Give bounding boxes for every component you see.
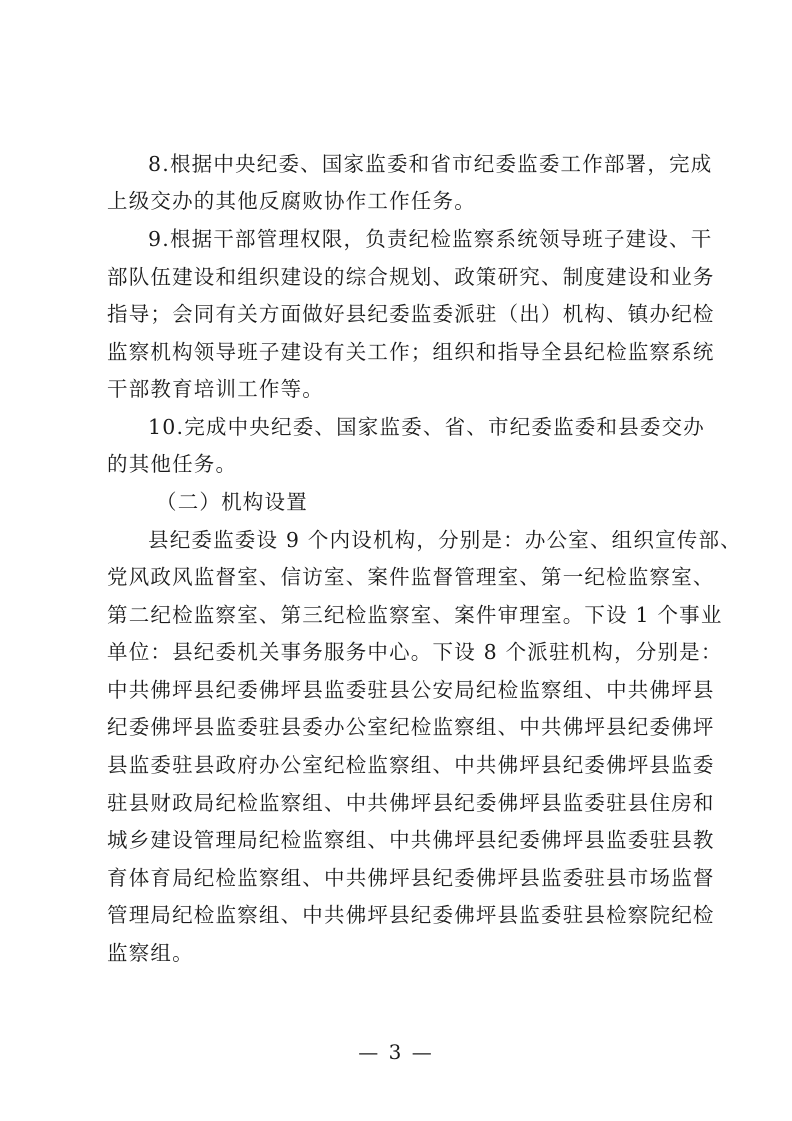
paragraph-9-line-3: 指导；会同有关方面做好县纪委监委派驻（出）机构、镇办纪检 (107, 302, 715, 326)
paragraph-9-line-2: 部队伍建设和组织建设的综合规划、政策研究、制度建设和业务 (107, 265, 715, 289)
paragraph-9-line-1: 9.根据干部管理权限，负责纪检监察系统领导班子建设、干 (148, 227, 713, 251)
org-line-8: 驻县财政局纪检监察组、中共佛坪县纪委佛坪县监委驻县住房和 (107, 791, 715, 815)
org-line-3: 第二纪检监察室、第三纪检监察室、案件审理室。下设 1 个事业 (107, 603, 723, 627)
org-line-4: 单位：县纪委机关事务服务中心。下设 8 个派驻机构，分别是： (107, 640, 723, 664)
paragraph-10-line-2: 的其他任务。 (107, 452, 238, 476)
org-line-10: 育体育局纪检监察组、中共佛坪县纪委佛坪县监委驻县市场监督 (107, 866, 715, 890)
org-line-6: 纪委佛坪县监委驻县委办公室纪检监察组、中共佛坪县纪委佛坪 (107, 715, 715, 739)
org-line-9: 城乡建设管理局纪检监察组、中共佛坪县纪委佛坪县监委驻县教 (107, 828, 715, 852)
org-line-12: 监察组。 (107, 941, 194, 965)
section-heading: （二）机构设置 (156, 490, 308, 514)
org-line-1: 县纪委监委设 9 个内设机构，分别是：办公室、组织宣传部、 (148, 528, 742, 552)
org-line-2: 党风政风监督室、信访室、案件监督管理室、第一纪检监察室、 (107, 565, 715, 589)
org-line-11: 管理局纪检监察组、中共佛坪县纪委佛坪县监委驻县检察院纪检 (107, 903, 715, 927)
page-number: — 3 — (358, 1040, 434, 1064)
paragraph-10-line-1: 10.完成中央纪委、国家监委、省、市纪委监委和县委交办 (148, 415, 706, 439)
paragraph-9-line-5: 干部教育培训工作等。 (107, 377, 324, 401)
org-line-5: 中共佛坪县纪委佛坪县监委驻县公安局纪检监察组、中共佛坪县 (107, 678, 715, 702)
paragraph-9-line-4: 监察机构领导班子建设有关工作；组织和指导全县纪检监察系统 (107, 340, 715, 364)
paragraph-8-line-2: 上级交办的其他反腐败协作工作任务。 (107, 189, 476, 213)
paragraph-8-line-1: 8.根据中央纪委、国家监委和省市纪委监委工作部署，完成 (148, 152, 713, 176)
org-line-7: 县监委驻县政府办公室纪检监察组、中共佛坪县纪委佛坪县监委 (107, 753, 715, 777)
